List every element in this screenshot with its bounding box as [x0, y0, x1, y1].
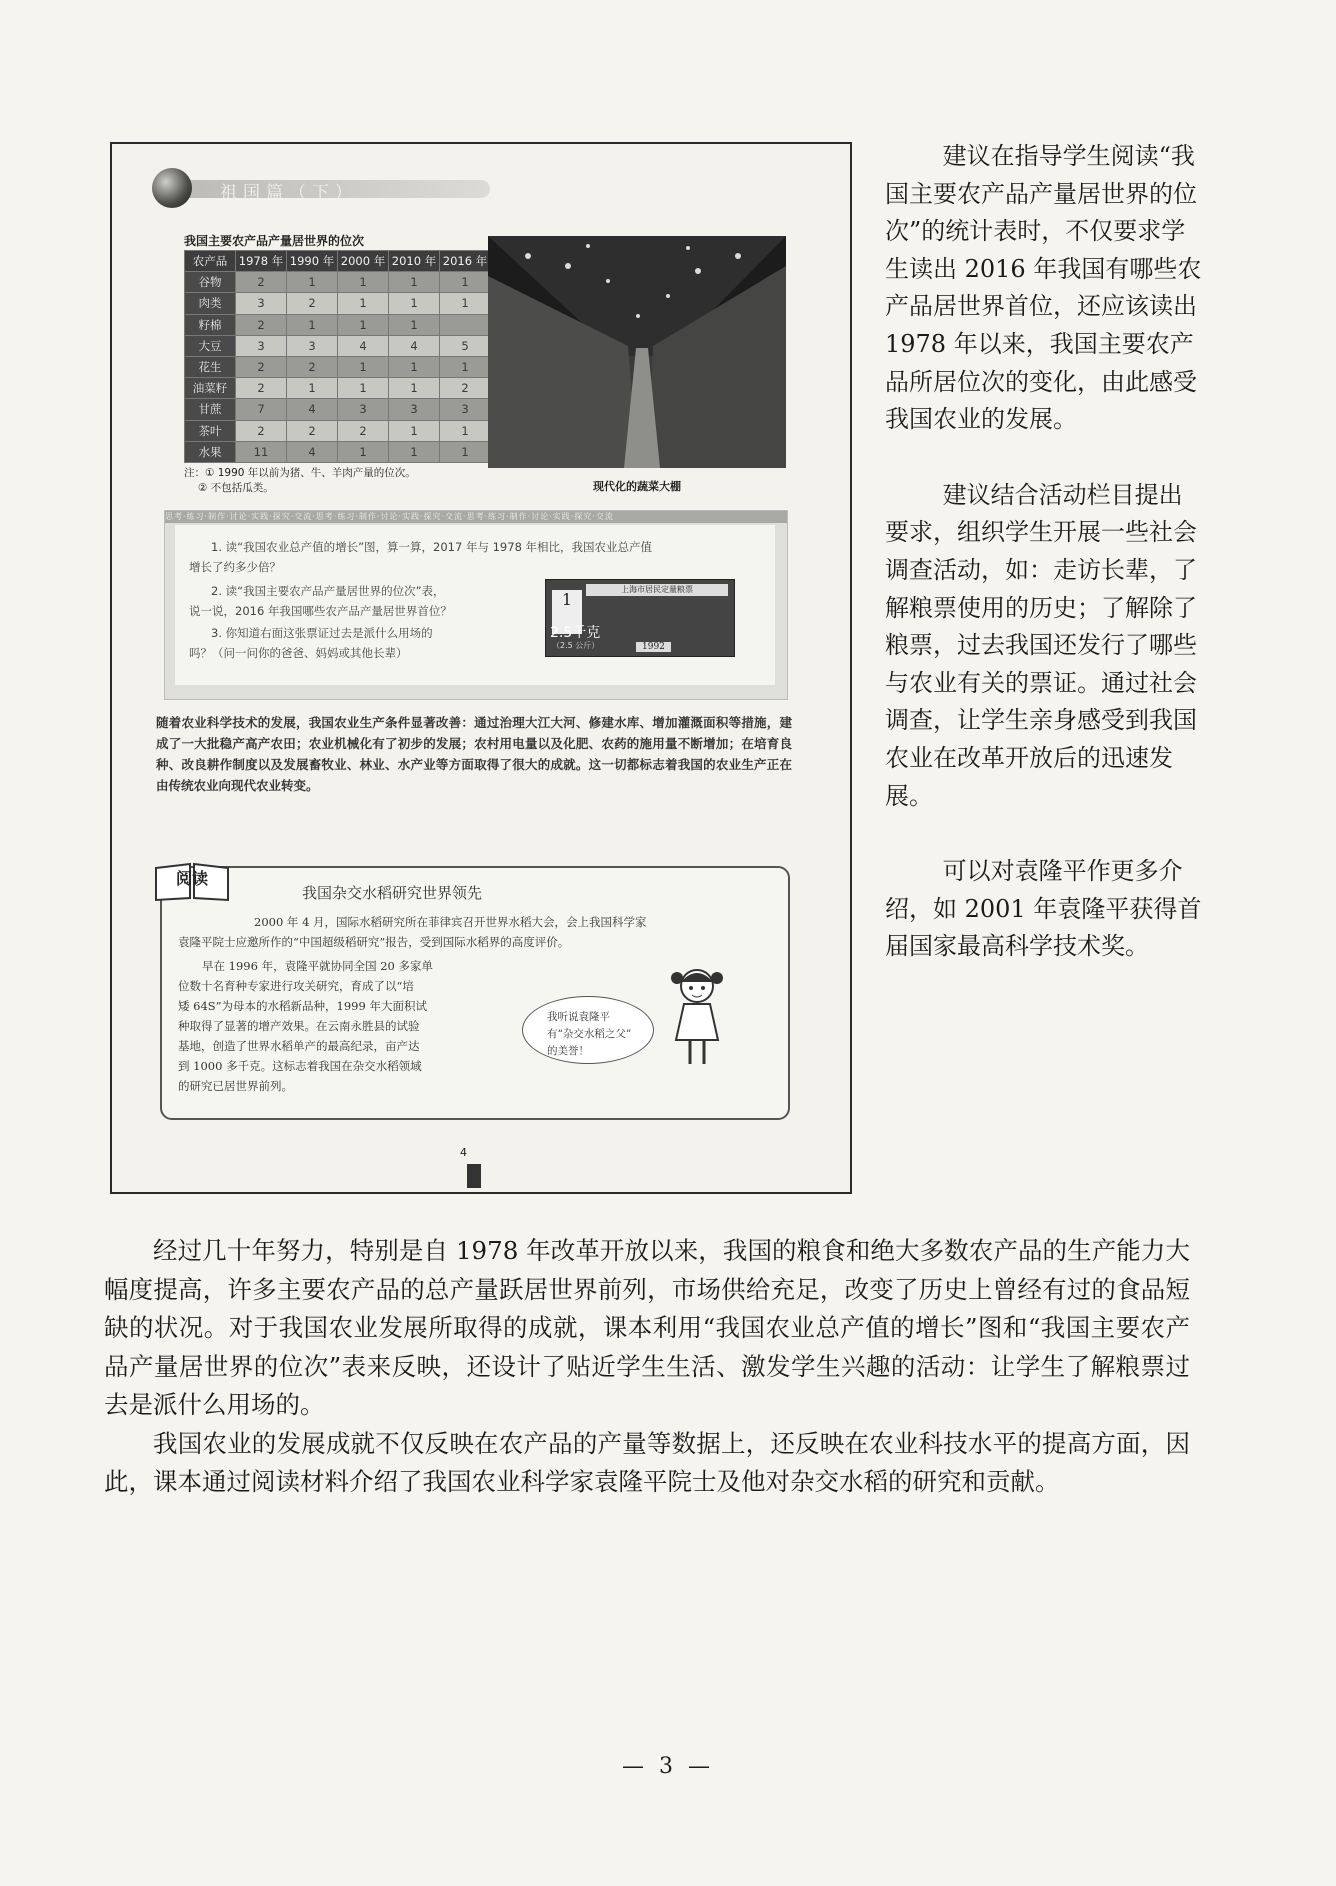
- table-row: [185, 420, 491, 441]
- table-rank-cell: 2: [287, 293, 338, 314]
- table-header-cell: 1978 年: [236, 251, 287, 272]
- table-rank-cell: 1: [389, 314, 440, 335]
- table-rank-cell: [440, 314, 491, 335]
- chapter-title: 祖国篇（下）: [220, 183, 358, 203]
- table-crop-cell: 花生: [185, 356, 236, 377]
- table-rank-cell: 4: [287, 441, 338, 462]
- bubble-line: 的美誉！: [547, 1045, 589, 1057]
- reading-line: 袁隆平院士应邀所作的“中国超级稻研究”报告，受到国际水稻界的高度评价。: [178, 935, 570, 949]
- side-note-1: 建议在指导学生阅读“我国主要农产品产量居世界的位次”的统计表时，不仅要求学生读出 2016 年我国有哪些农产品居世界首位，还应该读出 1978 年以来，我国主要农产品所居位次的变化，由此感受我国农业的发展。: [885, 142, 1202, 434]
- table-notes: [184, 466, 416, 496]
- table-row: [185, 293, 491, 314]
- reading-tag: 阅读: [175, 869, 209, 888]
- table-rank-cell: 3: [440, 399, 491, 420]
- table-rank-cell: 3: [236, 335, 287, 356]
- table-rank-cell: 1: [338, 293, 389, 314]
- book-icon: [152, 858, 232, 902]
- table-header-cell: 1990 年: [287, 251, 338, 272]
- table-rank-cell: 1: [389, 293, 440, 314]
- bubble-line: 我听说袁隆平: [547, 1011, 610, 1023]
- table-rank-cell: 1: [389, 272, 440, 293]
- reading-line: 早在 1996 年，袁隆平就协同全国 20 多家单: [202, 959, 434, 973]
- table-row: [185, 441, 491, 462]
- table-rank-cell: 11: [236, 441, 287, 462]
- activity-line: 1. 读“我国农业总产值的增长”图，算一算，2017 年与 1978 年相比，我国农业总产值: [211, 540, 653, 554]
- table-header-cell: 2016 年: [440, 251, 491, 272]
- table-rank-cell: 4: [338, 335, 389, 356]
- reading-line: 位数十名育种专家进行攻关研究，育成了以“培: [178, 979, 414, 993]
- table-rank-cell: 2: [338, 420, 389, 441]
- page-number: — 3 —: [622, 1754, 714, 1779]
- table-crop-cell: 水果: [185, 441, 236, 462]
- table-rank-cell: 1: [389, 441, 440, 462]
- activity-content: [175, 525, 775, 685]
- reading-title: 我国杂交水稻研究世界领先: [302, 884, 483, 902]
- table-crop-cell: 籽棉: [185, 314, 236, 335]
- table-crop-cell: 肉类: [185, 293, 236, 314]
- activity-box: [164, 510, 788, 700]
- table-rank-cell: 4: [287, 399, 338, 420]
- table-crop-cell: 甘蔗: [185, 399, 236, 420]
- table-row: [185, 399, 491, 420]
- table-rank-cell: 1: [389, 420, 440, 441]
- activity-line: 2. 读“我国主要农产品产量居世界的位次”表，: [211, 584, 445, 598]
- table-rank-cell: 1: [338, 378, 389, 399]
- table-rank-cell: 3: [338, 399, 389, 420]
- table-rank-cell: 2: [287, 356, 338, 377]
- side-note-3: 可以对袁隆平作更多介绍，如 2001 年袁隆平获得首届国家最高科学技术奖。: [885, 857, 1202, 961]
- body-paragraph-2: 我国农业的发展成就不仅反映在农产品的产量等数据上，还反映在农业科技水平的提高方面，因此，课本通过阅读材料介绍了我国农业科学家袁隆平院士及他对杂交水稻的研究和贡献。: [104, 1428, 1190, 1496]
- reading-line: 种取得了显著的增产效果。在云南永胜县的试验: [178, 1019, 420, 1033]
- table-row: [185, 378, 491, 399]
- table-header-cell: 农产品: [185, 251, 236, 272]
- chapter-header: [152, 168, 512, 208]
- greenhouse-photo: [488, 236, 786, 468]
- table-crop-cell: 谷物: [185, 272, 236, 293]
- table-note-2: ② 不包括瓜类。: [198, 482, 274, 494]
- table-header-cell: 2010 年: [389, 251, 440, 272]
- activity-band: 思考·练习·制作·讨论·实践·探究·交流·思考·练习·制作·讨论·实践·探究·交流·思考·练习·制作·讨论·实践·探究·交流: [165, 511, 787, 523]
- activity-line: 3. 你知道右面这张票证过去是派什么用场的: [211, 626, 433, 640]
- speech-bubble-text: [547, 1009, 631, 1060]
- body-paragraph-1: 经过几十年努力，特别是自 1978 年改革开放以来，我国的粮食和绝大多数农产品的生产能力大幅度提高，许多主要农产品的总产量跃居世界前列，市场供给充足，改变了历史上曾经有过的食品短缺的状况。对于我国农业发展所取得的成就，课本利用“我国农业总产值的增长”图和“我国主要农产品产量居世界的位次”表来反映，还设计了贴近学生生活、激发学生兴趣的活动：让学生了解粮票过去是派什么用场的。: [104, 1236, 1190, 1419]
- table-crop-cell: 油菜籽: [185, 378, 236, 399]
- ticket-title: 上海市居民定量粮票: [586, 584, 728, 596]
- table-rank-cell: 1: [287, 314, 338, 335]
- table-row: [185, 356, 491, 377]
- table-crop-cell: 茶叶: [185, 420, 236, 441]
- girl-illustration: [662, 960, 732, 1070]
- table-rank-cell: 5: [440, 335, 491, 356]
- table-header-cell: 2000 年: [338, 251, 389, 272]
- table-rank-cell: 1: [338, 314, 389, 335]
- table-rank-cell: 2: [236, 356, 287, 377]
- table-rank-cell: 1: [338, 441, 389, 462]
- table-rank-cell: 7: [236, 399, 287, 420]
- table-row: [185, 272, 491, 293]
- reading-line: 的研究已居世界前列。: [178, 1079, 293, 1093]
- reading-line: 到 1000 多千克。这标志着我国在杂交水稻领域: [178, 1059, 422, 1073]
- table-rank-cell: 1: [440, 420, 491, 441]
- speech-bubble: [522, 996, 654, 1064]
- ranking-table: [184, 250, 491, 463]
- table-rank-cell: 2: [287, 420, 338, 441]
- table-rank-cell: 1: [440, 441, 491, 462]
- table-rank-cell: 2: [236, 378, 287, 399]
- reading-line: 矮 64S”为母本的水稻新品种，1999 年大面积试: [178, 999, 427, 1013]
- side-note-2: 建议结合活动栏目提出要求，组织学生开展一些社会调查活动，如：走访长辈，了解粮票使用的历史；了解除了粮票，过去我国还发行了哪些与农业有关的票证。通过社会调查，让学生亲身感受到我国农业在改革开放后的迅速发展。: [885, 480, 1197, 810]
- table-rank-cell: 2: [236, 272, 287, 293]
- activity-line: 增长了约多少倍？: [189, 560, 281, 574]
- textbook-page-scan: [110, 142, 852, 1194]
- table-rank-cell: 1: [338, 356, 389, 377]
- photo-caption: 现代化的蔬菜大棚: [593, 480, 681, 493]
- bubble-line: 有“杂交水稻之父”: [547, 1028, 632, 1040]
- table-rank-cell: 3: [389, 399, 440, 420]
- inner-page-marker: [467, 1164, 481, 1188]
- table-note-1: 注：① 1990 年以前为猪、牛、羊肉产量的位次。: [184, 467, 416, 479]
- table-rank-cell: 1: [389, 378, 440, 399]
- table-rank-cell: 4: [389, 335, 440, 356]
- table-rank-cell: 2: [440, 378, 491, 399]
- inner-paragraph: 随着农业科学技术的发展，我国农业生产条件显著改善：通过治理大江大河、修建水库、增加灌溉面积等措施，建成了一大批稳产高产农田；农业机械化有了初步的发展；农村用电量以及化肥、农药的施用量不断增加；在培育良种、改良耕作制度以及发展畜牧业、林业、水产业等方面取得了很大的成就。这一切都标志着我国的农业生产正在由传统农业向现代农业转变。: [156, 715, 792, 793]
- activity-line: 吗？（问一问你的爸爸、妈妈或其他长辈）: [189, 646, 408, 660]
- table-rank-cell: 1: [440, 293, 491, 314]
- table-rank-cell: 1: [389, 356, 440, 377]
- ticket-number: 1: [552, 590, 582, 634]
- reading-box: [160, 866, 790, 1120]
- reading-line: 2000 年 4 月，国际水稻研究所在菲律宾召开世界水稻大会，会上我国科学家: [254, 915, 647, 929]
- table-title: 我国主要农产品产量居世界的位次: [184, 234, 365, 248]
- table-rank-cell: 2: [236, 420, 287, 441]
- table-rank-cell: 1: [338, 272, 389, 293]
- table-rank-cell: 1: [440, 272, 491, 293]
- globe-icon: [152, 168, 192, 208]
- reading-line: 基地，创造了世界水稻单产的最高纪录，亩产达: [178, 1039, 420, 1053]
- table-rank-cell: 2: [236, 314, 287, 335]
- activity-line: 说一说，2016 年我国哪些农产品产量居世界首位？: [189, 604, 452, 618]
- table-crop-cell: 大豆: [185, 335, 236, 356]
- body-text: [104, 1232, 1190, 1502]
- table-rank-cell: 1: [287, 378, 338, 399]
- side-notes: [885, 138, 1203, 966]
- table-rank-cell: 1: [440, 356, 491, 377]
- grain-ticket-image: [545, 579, 735, 657]
- table-row: [185, 314, 491, 335]
- ticket-year: 1992: [636, 642, 671, 652]
- ticket-quantity: 2.5千克: [550, 625, 601, 641]
- table-rank-cell: 1: [287, 272, 338, 293]
- table-row: [185, 335, 491, 356]
- inner-page-number: 4: [460, 1146, 467, 1159]
- table-rank-cell: 3: [287, 335, 338, 356]
- table-rank-cell: 3: [236, 293, 287, 314]
- ticket-subtext: （2.5 公斤）: [552, 641, 600, 650]
